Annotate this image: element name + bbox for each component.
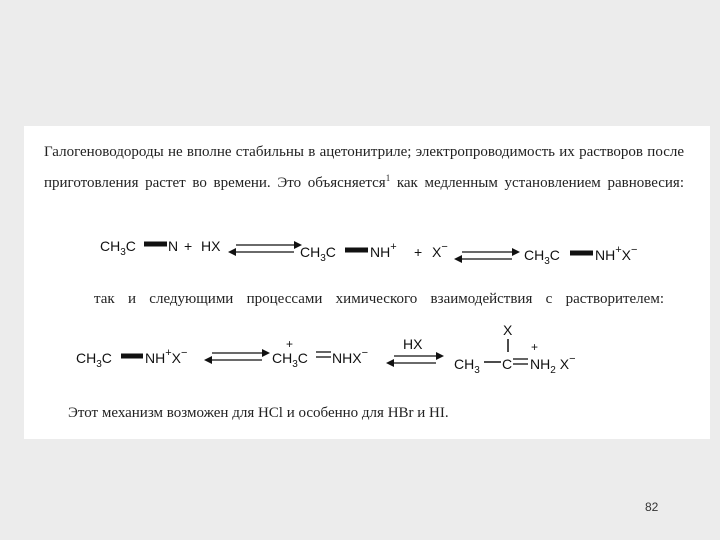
process-paragraph: так и следующими процессами химического взаимодействия с растворителем: [94,291,664,307]
page-number: 82 [645,500,659,514]
footnote-ref: 1 [385,173,391,183]
eq2-nh2x: $NH_2$ X− [530,353,576,376]
intro-tail: как медленным установлением равновесия: [390,175,684,191]
eq2-c: C [502,356,513,372]
eq2-plus-charge: + [286,337,294,351]
eq2-plus-charge-2: + [531,340,539,354]
eq1-plus: + [184,238,193,254]
eq2-nhx: NH+X− [145,347,188,366]
eq2-ch3: $CH_3C$ [76,350,112,370]
eq2-x-top: X [503,322,513,338]
intro-text: Галогеноводороды не вполне стабильны в ацетонитриле; электропроводимость их растворов после приготовления растет во времени. Это объясняется [44,144,684,191]
eq2-imine: $CH_3C$ [272,350,308,370]
eq1-ch3-text: $CH_3C$ [100,238,136,258]
mechanism-paragraph: Этот механизм возможен для HCl и особенно для HBr и HI. [68,405,449,421]
equilibrium-arrow-4 [386,352,444,367]
eq1-plus-2: + [414,244,423,260]
eq1-nh: NH+ [370,241,397,260]
equilibrium-arrow-3 [204,349,270,364]
eq1-x: X− [432,241,448,260]
eq1-ch3-final: $CH_3C$ [524,247,560,267]
equation-2 [76,322,576,376]
eq2-nhx-anion: NHX− [332,347,368,366]
equilibrium-arrow-1 [228,241,302,256]
equilibrium-arrow-2 [454,248,520,263]
eq2-ch3-final: $CH_3$ [454,356,480,376]
eq1-nhx: NH+X− [595,244,638,263]
eq2-hx-label: HX [403,336,423,352]
eq1-n: N [168,238,179,254]
eq1-ch3-product: $CH_3C$ [300,244,336,264]
equation-1 [100,238,637,267]
eq1-hx: HX [201,238,221,254]
